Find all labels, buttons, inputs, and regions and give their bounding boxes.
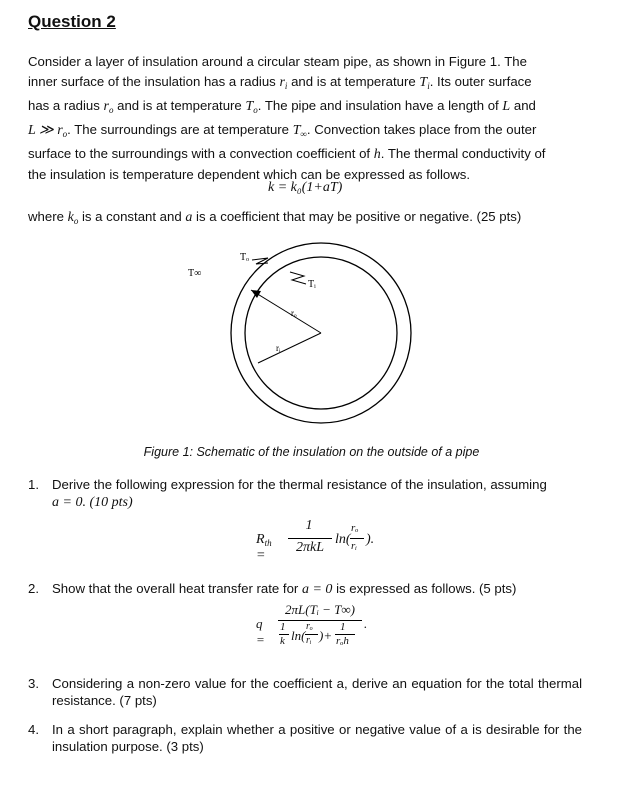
ri-label: rᵢ <box>276 343 281 353</box>
ro-line <box>251 290 321 333</box>
ti-label: Tᵢ <box>308 279 316 290</box>
where-line: where $k_o$ is a constant and a is a coefficient that may be positive or negative. (25 pts) <box>28 209 522 226</box>
intro-line-3: has a radius $r_o$ and is at temperature $T_o$. The pipe and insulation have a length of L and <box>28 98 536 115</box>
to-leader <box>252 258 268 264</box>
ri-line <box>258 333 321 363</box>
ti-leader <box>290 272 306 284</box>
question-3: 3. Considering a non-zero value for the coefficient a, derive an equation for the total thermal resistance. (7 pts) <box>28 676 582 708</box>
insulation-figure <box>0 240 623 440</box>
question-1: 1. Derive the following expression for the thermal resistance of the insulation, assuming a = 0. (10 pts) <box>28 477 547 510</box>
ro-label: rₒ <box>291 308 297 318</box>
intro-line-1: Consider a layer of insulation around a circular steam pipe, as shown in Figure 1. The <box>28 54 527 69</box>
ro-arrowhead <box>251 290 261 298</box>
question-2: 2. Show that the overall heat transfer rate for a = 0 is expressed as follows. (5 pts) <box>28 581 517 597</box>
intro-line-6: the insulation is temperature dependent which can be expressed as follows. <box>28 167 471 182</box>
intro-line-5: surface to the surroundings with a convection coefficient of h. The thermal conductivity of <box>28 146 546 162</box>
equation-k: k = k₀(1+aT) <box>268 180 343 195</box>
question-4: 4. In a short paragraph, explain whether a positive or negative value of a is desirable for the insulation purpose. (3 pts) <box>28 722 582 754</box>
intro-line-2: inner surface of the insulation has a radius $r_i$ and is at temperature $T_i$. Its outer surface <box>28 74 532 91</box>
page-title: Question 2 <box>28 12 116 31</box>
to-label: Tₒ <box>240 252 249 263</box>
tinf-label: T∞ <box>188 268 202 279</box>
intro-line-4: L ≫ $r_o$. The surroundings are at temperature $T_\infty$. Convection takes place from the outer <box>28 122 537 139</box>
intro-paragraph <box>28 52 582 185</box>
figure-caption: Figure 1: Schematic of the insulation on the outside of a pipe <box>143 445 480 459</box>
